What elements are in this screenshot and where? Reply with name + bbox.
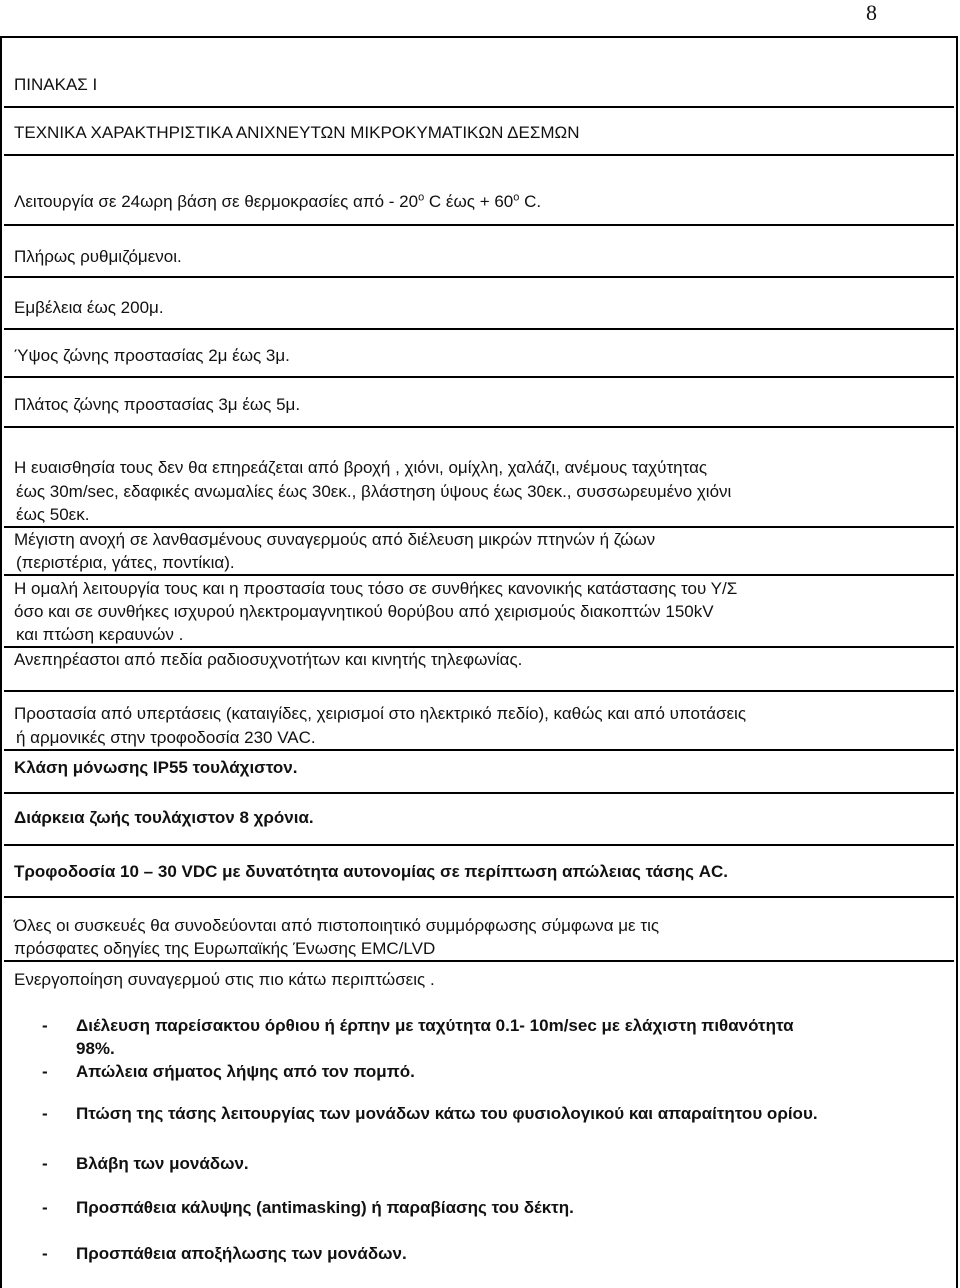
lifetime-text: Διάρκεια ζωής τουλάχιστον 8 χρόνια.: [14, 808, 314, 827]
activation-text: Ενεργοποίηση συναγερμού στις πιο κάτω περιπτώσεις .: [14, 970, 435, 989]
tolerance-line-2: (περιστέρια, γάτες, ποντίκια).: [16, 553, 235, 572]
row-divider: [4, 376, 954, 378]
surge-line-1: Προστασία από υπερτάσεις (καταιγίδες, χειρισμοί στο ηλεκτρικό πεδίο), καθώς και από υποτάσεις: [14, 704, 747, 723]
zone-width-text: Πλάτος ζώνης προστασίας 3μ έως 5μ.: [14, 395, 301, 414]
surge-line-2: ή αρμονικές στην τροφοδοσία 230 VAC.: [16, 728, 316, 747]
tolerance-line-1: Μέγιστη ανοχή σε λανθασμένους συναγερμούς από διέλευση μικρών πτηνών ή ζώων: [14, 530, 656, 549]
row-divider: [4, 106, 954, 108]
emc-line-2: πρόσφατες οδηγίες της Ευρωπαϊκής Ένωσης EMC/LVD: [14, 939, 436, 958]
row-divider: [4, 224, 954, 226]
ip-class-text: Κλάση μόνωσης IP55 τουλάχιστον.: [14, 758, 298, 777]
list-item-continuation: 98%.: [76, 1039, 115, 1058]
adjustable-text: Πλήρως ρυθμιζόμενοι.: [14, 247, 182, 266]
row-divider: [4, 844, 954, 846]
row-divider: [4, 154, 954, 156]
operation-temperature: Λειτουργία σε 24ωρη βάση σε θερμοκρασίες από - $20^o$ C $έ\omega\varsigma + 60^o$ C.: [14, 191, 542, 211]
list-item: - Βλάβη των μονάδων.: [42, 1154, 249, 1173]
table-title: ΠΙΝΑΚΑΣ Ι: [14, 75, 98, 94]
power-supply-text: Τροφοδοσία 10 – 30 VDC με δυνατότητα αυτονομίας σε περίπτωση απώλειας τάσης AC.: [14, 862, 728, 881]
smooth-operation-line-1: Η ομαλή λειτουργία τους και η προστασία τους τόσο σε συνθήκες κανονικής κατάστασης του Υ/Σ: [14, 579, 738, 598]
spec-table: [0, 36, 958, 1288]
smooth-operation-line-2: όσο και σε συνθήκες ισχυρού ηλεκτρομαγνητικού θορύβου από χειρισμούς διακοπτών 150kV: [14, 602, 714, 621]
row-divider: [4, 328, 954, 330]
row-divider: [4, 690, 954, 692]
row-divider: [4, 574, 954, 576]
sensitivity-line-2: έως 30m/sec, εδαφικές ανωμαλίες έως 30εκ., βλάστηση ύψους έως 30εκ., συσσωρευμένο χιόνι: [16, 482, 732, 501]
page-number: 8: [866, 0, 877, 25]
emc-line-1: Όλες οι συσκευές θα συνοδεύονται από πιστοποιητικό συμμόρφωσης σύμφωνα με τις: [14, 916, 660, 935]
row-divider: [4, 426, 954, 428]
smooth-operation-line-3: και πτώση κεραυνών .: [16, 625, 184, 644]
list-item: - Διέλευση παρείσακτου όρθιου ή έρπην με ταχύτητα 0.1- 10m/sec με ελάχιστη πιθανότητα: [42, 1016, 794, 1035]
table-subtitle: ΤΕΧΝΙΚΑ ΧΑΡΑΚΤΗΡΙΣΤΙΚΑ ΑΝΙΧΝΕΥΤΩΝ ΜΙΚΡΟΚΥΜΑΤΙΚΩΝ ΔΕΣΜΩΝ: [14, 123, 580, 142]
row-divider: [4, 960, 954, 962]
row-divider: [4, 896, 954, 898]
zone-height-text: Ύψος ζώνης προστασίας 2μ έως 3μ.: [14, 346, 290, 365]
list-item: - Πτώση της τάσης λειτουργίας των μονάδων κάτω του φυσιολογικού και απαραίτητου ορίου.: [42, 1104, 818, 1123]
list-item: - Προσπάθεια αποξήλωσης των μονάδων.: [42, 1244, 407, 1263]
row-divider: [4, 749, 954, 751]
range-text: Εμβέλεια έως 200μ.: [14, 298, 164, 317]
row-divider: [4, 276, 954, 278]
radio-immunity-text: Ανεπηρέαστοι από πεδία ραδιοσυχνοτήτων και κινητής τηλεφωνίας.: [14, 650, 523, 669]
sensitivity-line-1: Η ευαισθησία τους δεν θα επηρεάζεται από βροχή , χιόνι, ομίχλη, χαλάζι, ανέμους ταχύτητας: [14, 458, 708, 477]
row-divider: [4, 792, 954, 794]
list-item: - Προσπάθεια κάλυψης (antimasking) ή παραβίασης του δέκτη.: [42, 1198, 574, 1217]
sensitivity-line-3: έως 50εκ.: [16, 505, 90, 524]
list-item: - Απώλεια σήματος λήψης από τον πομπό.: [42, 1062, 415, 1081]
